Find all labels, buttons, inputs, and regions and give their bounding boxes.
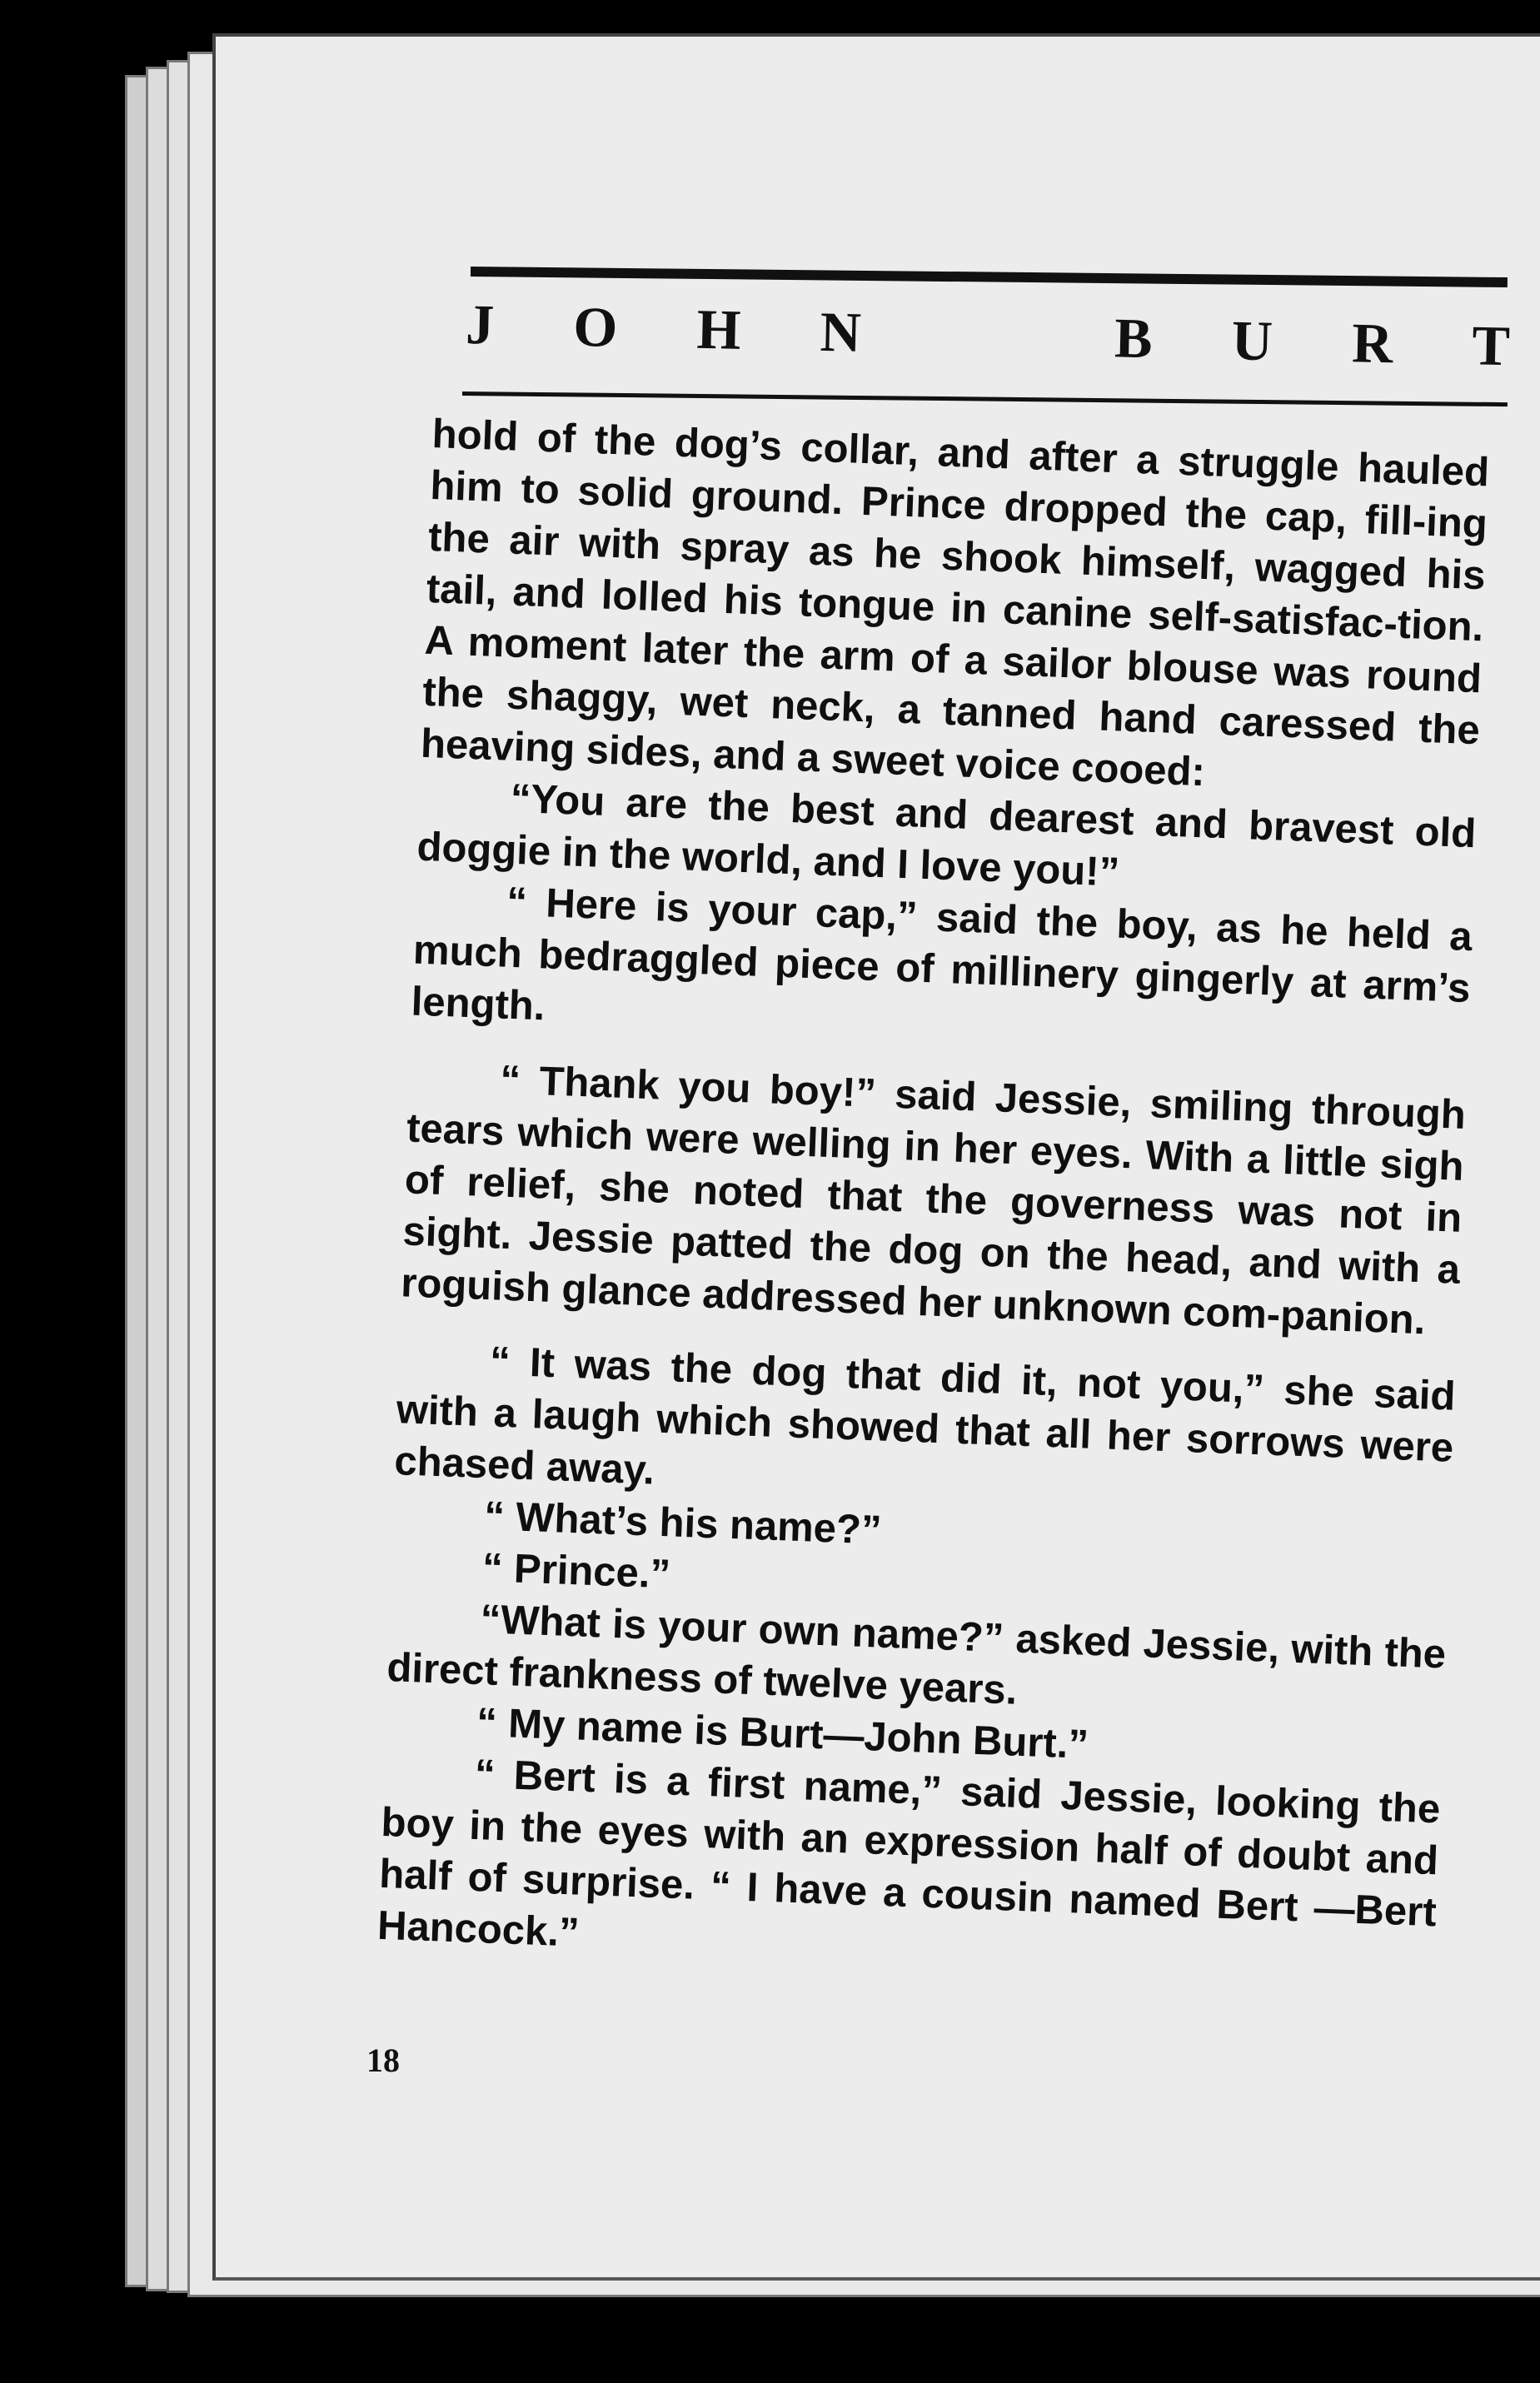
running-head-letter: U — [1231, 308, 1278, 373]
running-head-letter: O — [572, 294, 624, 359]
paragraph: “You are the best and dearest and bravest old doggie in the world, and I love you!” — [416, 775, 1478, 895]
paragraph: “ My name is Burt—John Burt.” — [476, 1699, 1089, 1767]
paragraph: “ Thank you boy!” said Jessie, smiling through tears which were welling in her eyes. With a little sigh of relief, she noted that the governess was not in sight. Jessie patted the dog on the head, and with a roguish glance addressed her unknown com-panion. — [400, 1057, 1467, 1344]
running-head-letter: N — [819, 299, 867, 365]
paragraph: “ It was the dog that did it, not you,” she said with a laugh which showed that all her sorrows were chased away. — [393, 1339, 1457, 1493]
paragraph: “ Bert is a first name,” said Jessie, looking the boy in the eyes with an expression half of doubt and half of surprise. “ I have a cousin named Bert —Bert Hancock.” — [376, 1751, 1442, 1956]
paragraph: “ What’s his name?” — [483, 1493, 883, 1553]
body-text — [376, 408, 1490, 1990]
paragraph: “ Prince.” — [481, 1545, 671, 1598]
running-head-letter: T — [1471, 313, 1516, 378]
page-number: 18 — [366, 2042, 400, 2079]
paragraph: “What is your own name?” asked Jessie, with the direct frankness of twelve years. — [386, 1597, 1447, 1713]
running-head-gap — [939, 302, 1041, 369]
paragraph: hold of the dog’s collar, and after a struggle hauled him to solid ground. Prince dropped the cap, fill-ing the air with spray as he shook himself, wagged his tail, and lolled his tongue in canine self-satisfac-tion. A moment later the arm of a sailor blouse was round the shaggy, wet neck, a tanned hand caressed the heaving sides, and a sweet voice cooed: — [420, 411, 1491, 795]
running-head-letter: J — [465, 292, 500, 356]
running-head-letter: H — [695, 297, 747, 362]
running-head-letter: R — [1351, 311, 1399, 376]
running-head-letter: B — [1114, 306, 1159, 371]
paragraph: “ Here is your cap,” said the boy, as he held a much bedraggled piece of millinery gingerly at arm’s length. — [410, 879, 1473, 1029]
